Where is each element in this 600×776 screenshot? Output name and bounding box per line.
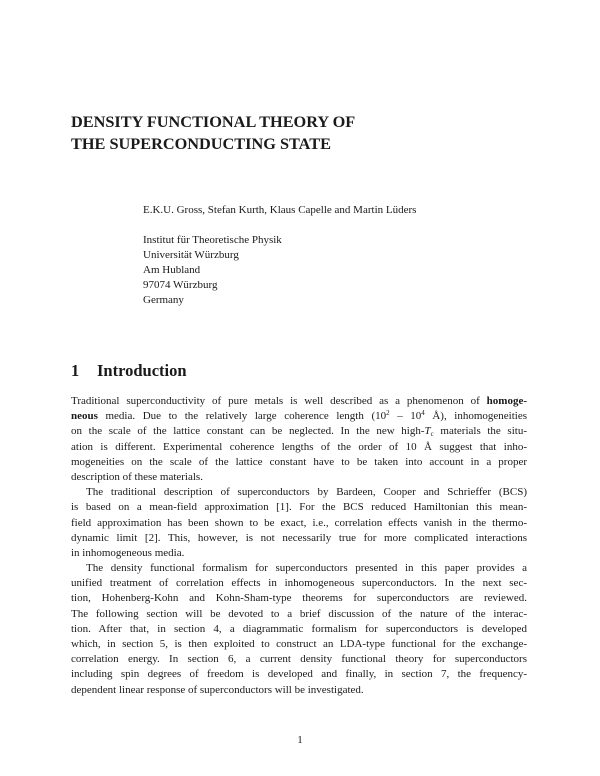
paragraph-3-line: including spin degrees of freedom is developed and finally, in section 7, the frequency- <box>71 668 527 681</box>
affiliation-line: Am Hubland <box>143 264 201 276</box>
paragraph-3-line: dependent linear response of superconductors will be investigated. <box>71 683 364 696</box>
paragraph-1-line: Traditional superconductivity of pure metals is well described as a phenomenon of homoge- <box>71 395 527 407</box>
body-text <box>71 394 527 698</box>
author-list: E.K.U. Gross, Stefan Kurth, Klaus Capelle and Martin Lüders <box>143 204 417 216</box>
paragraph-1-line: neous media. Due to the relatively large coherence length ($10^2 - 10^4$ Å), inhomogeneities <box>71 409 527 423</box>
paragraph-2-line: in inhomogeneous media. <box>71 546 185 559</box>
paragraph-3-line: tion, Hohenberg-Kohn and Kohn-Sham-type theorems for superconductors are reviewed. <box>71 592 527 605</box>
paragraph-1-line: on the scale of the lattice constant can be neglected. In the new high-$T_c$ materials the situ- <box>71 425 527 439</box>
paragraph-3-line: which, in section 5, is then exploited to construct an LDA-type functional for the exchange- <box>71 638 527 650</box>
paragraph-3-line: The density functional formalism for superconductors presented in this paper provides a <box>86 562 527 575</box>
paragraph-2-line: The traditional description of superconductors by Bardeen, Cooper and Schrieffer (BCS) <box>86 486 527 499</box>
emphasis-homogeneous: neous <box>71 410 98 423</box>
page-number: 1 <box>297 734 303 746</box>
emphasis-homogeneous: homoge- <box>486 395 527 407</box>
affiliation-block <box>143 233 282 308</box>
section-number: 1 <box>71 361 80 380</box>
paragraph-3-line: tion. After that, in section 4, a diagrammatic formalism for superconductors is developed <box>71 622 527 635</box>
affiliation-line: Institut für Theoretische Physik <box>143 234 282 246</box>
paragraph-3-line: unified treatment of correlation effects in inhomogeneous superconductors. In the next sec- <box>71 577 527 590</box>
affiliation-line: 97074 Würzburg <box>143 279 218 291</box>
affiliation-line: Universität Würzburg <box>143 249 239 261</box>
paragraph-3-line: correlation energy. In section 6, a current density functional theory for superconductors <box>71 653 527 666</box>
paragraph-1-line: mogeneities on the scale of the lattice constant have to be taken into account in a proper <box>71 455 527 468</box>
title-line-2: THE SUPERCONDUCTING STATE <box>71 134 331 153</box>
title-line-1: DENSITY FUNCTIONAL THEORY OF <box>71 112 356 131</box>
section-heading <box>71 360 187 382</box>
paper-title <box>71 111 531 155</box>
paragraph-2-line: is based on a mean-field approximation [1]. For the BCS reduced Hamiltonian this mean- <box>71 501 527 514</box>
affiliation-line: Germany <box>143 294 184 306</box>
section-title: Introduction <box>97 361 187 380</box>
paragraph-2-line: field approximation has been shown to be exact, i.e., correlation effects vanish in the thermo- <box>71 516 527 529</box>
paragraph-2-line: dynamic limit [2]. This, however, is not necessarily true for more complicated interactions <box>71 531 527 544</box>
paragraph-3-line: The following section will be devoted to a brief discussion of the nature of the interac- <box>71 607 527 620</box>
paragraph-1-line: description of these materials. <box>71 470 203 483</box>
paragraph-1-line: ation is different. Experimental coherence lengths of the order of 10 Å suggest that inho- <box>71 440 527 453</box>
